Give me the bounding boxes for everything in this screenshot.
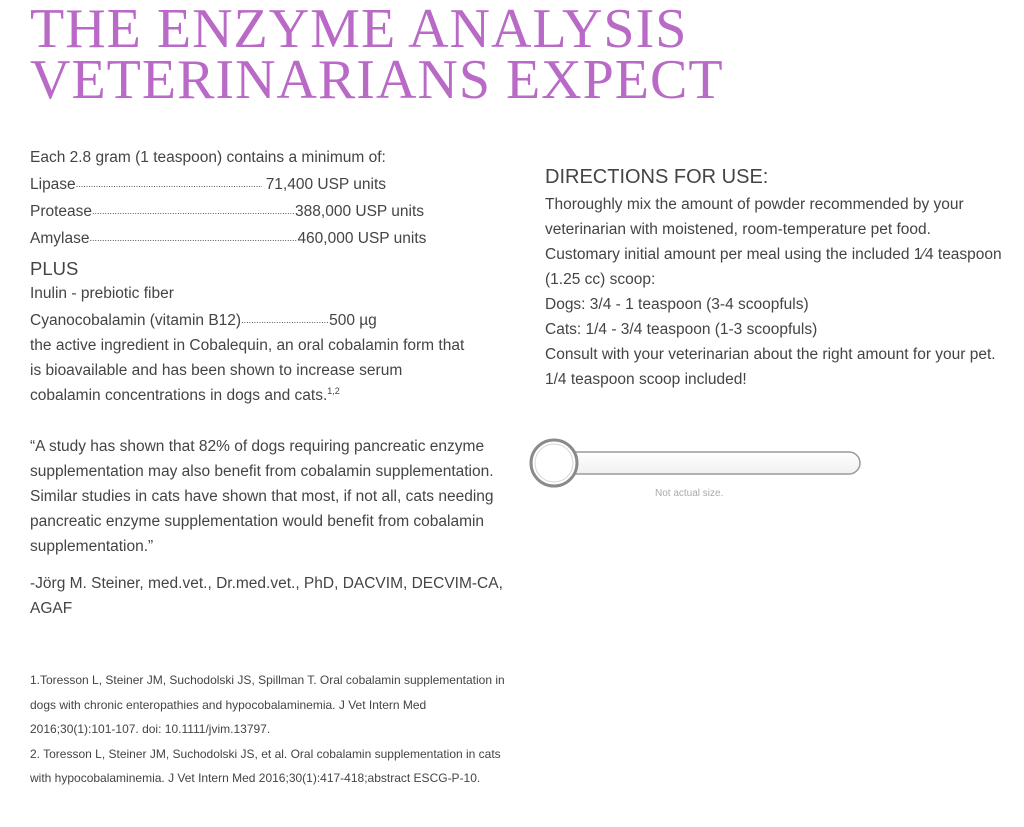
dot-leader <box>76 170 262 197</box>
dot-leader <box>241 306 329 333</box>
analysis-row-lipase <box>30 170 510 197</box>
cyanocobalamin-name: Cyanocobalamin (vitamin B12) <box>30 312 242 329</box>
analysis-row-protease <box>30 197 510 224</box>
title-line-2: VETERINARIANS EXPECT <box>30 49 724 111</box>
directions-title: DIRECTIONS FOR USE: <box>545 166 769 188</box>
cyanocobalamin-row <box>30 306 510 333</box>
enzyme-name: Protease <box>30 203 93 220</box>
enzyme-value: 460,000 USP units <box>297 230 427 247</box>
directions-amount: Customary initial amount per meal using the included 1⁄4 teaspoon (1.25 cc) scoop: <box>545 246 1002 288</box>
inulin-line: Inulin - prebiotic fiber <box>30 285 174 302</box>
page-title <box>30 0 1010 111</box>
scoop-caption: Not actual size. <box>655 488 724 499</box>
analysis-column <box>30 145 510 621</box>
quote-author: -Jörg M. Steiner, med.vet., Dr.med.vet., PhD, DACVIM, DECVIM-CA, AGAF <box>30 575 503 617</box>
directions-dogs: Dogs: 3/4 - 1 teaspoon (3-4 scoopfuls) <box>545 296 809 313</box>
title-line-1: THE ENZYME ANALYSIS <box>30 0 688 60</box>
enzyme-value: 71,400 USP units <box>265 176 387 193</box>
dot-leader <box>92 197 295 224</box>
analysis-row-amylase <box>30 224 510 251</box>
enzyme-value: 388,000 USP units <box>295 203 425 220</box>
measuring-scoop-image <box>528 436 864 492</box>
references <box>30 668 510 791</box>
citation-superscript: 1,2 <box>327 385 340 396</box>
analysis-intro: Each 2.8 gram (1 teaspoon) contains a minimum of: <box>30 149 386 166</box>
directions-scoop: 1/4 teaspoon scoop included! <box>545 371 747 388</box>
scoop-bowl-inner <box>535 444 573 482</box>
directions-intro: Thoroughly mix the amount of powder recommended by your veterinarian with moistened, room-temperature pet food. <box>545 196 964 238</box>
cyanocobalamin-value: 500 µg <box>329 312 377 329</box>
cobalamin-description <box>30 333 470 408</box>
cobalamin-description-text: the active ingredient in Cobalequin, an oral cobalamin form that is bioavailable and has been shown to increase serum cobalamin concentrations in dogs and cats. <box>30 337 465 404</box>
enzyme-name: Lipase <box>30 176 76 193</box>
directions-cats: Cats: 1/4 - 3/4 teaspoon (1-3 scoopfuls) <box>545 321 818 338</box>
dot-leader <box>89 224 297 251</box>
scoop-handle <box>552 452 860 474</box>
directions-consult: Consult with your veterinarian about the right amount for your pet. <box>545 346 996 363</box>
directions-column <box>545 162 1005 392</box>
reference-1: 1.Toresson L, Steiner JM, Suchodolski JS, Spillman T. Oral cobalamin supplementation in dogs with chronic enteropathies and hypocobalaminemia. J Vet Intern Med 2016;30(1):101-107. doi: 10.1111/jvim.13797. <box>30 673 505 736</box>
reference-2: 2. Toresson L, Steiner JM, Suchodolski JS, et al. Oral cobalamin supplementation in cats with hypocobalaminemia. J Vet Intern Med 2016;30(1):417-418;abstract ESCG-P-10. <box>30 746 501 785</box>
plus-heading: PLUS <box>30 258 79 279</box>
enzyme-name: Amylase <box>30 230 90 247</box>
steiner-quote: “A study has shown that 82% of dogs requiring pancreatic enzyme supplementation may also benefit from cobalamin supplementation. Similar studies in cats have shown that most, if not all, cats needing pancreatic enzyme supplementation would benefit from cobalamin supplementation.” <box>30 438 494 555</box>
